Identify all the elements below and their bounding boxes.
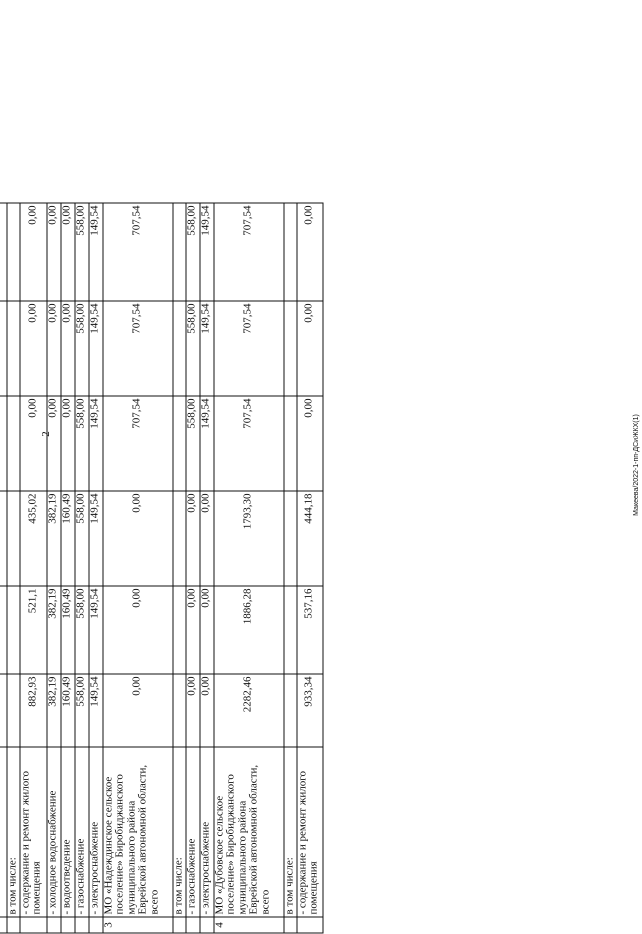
row-label: - холодное водоснабжение <box>47 747 61 917</box>
value-cell: 558,00 <box>75 674 89 747</box>
table-row <box>47 203 61 933</box>
table-row <box>20 203 47 933</box>
value-cell: 558,00 <box>75 396 89 491</box>
value-cell: 707,54 <box>103 396 173 491</box>
table-row <box>200 203 214 933</box>
table-row <box>61 203 75 933</box>
table-row <box>0 203 7 933</box>
value-cell: 707,54 <box>214 301 284 396</box>
value-cell: 444,18 <box>297 491 323 586</box>
value-cell: 707,54 <box>214 396 284 491</box>
value-cell: 707,54 <box>103 301 173 396</box>
row-label: - содержание и ремонт жилого помещения <box>20 747 47 917</box>
value-cell: 0,00 <box>61 396 75 491</box>
value-cell: 2282,46 <box>214 674 284 747</box>
value-cell: 0,00 <box>186 491 200 586</box>
value-cell: 0,00 <box>297 396 323 491</box>
row-index-cell <box>297 917 323 933</box>
value-cell <box>284 396 297 491</box>
row-index-cell <box>47 917 61 933</box>
value-cell: 149,54 <box>89 203 103 301</box>
table-row <box>75 203 89 933</box>
value-cell: 0,00 <box>200 674 214 747</box>
row-index-cell <box>200 917 214 933</box>
data-table <box>0 203 323 934</box>
row-label: МО «Дубовское сельское поселение» Биробиджанского муниципального района Еврейской автономной области, всего <box>214 747 284 917</box>
value-cell <box>0 491 7 586</box>
value-cell <box>173 491 186 586</box>
value-cell: 0,00 <box>61 203 75 301</box>
value-cell <box>284 301 297 396</box>
value-cell: 0,00 <box>200 491 214 586</box>
row-label: - газоснабжение <box>186 747 200 917</box>
value-cell: 160,49 <box>61 586 75 674</box>
table-row <box>186 203 200 933</box>
value-cell: 149,54 <box>200 203 214 301</box>
table-row <box>89 203 103 933</box>
value-cell: 435,02 <box>20 491 47 586</box>
row-label: - электроснабжение <box>89 747 103 917</box>
row-index-cell <box>0 917 7 933</box>
table-rotated-wrapper <box>0 204 320 934</box>
value-cell <box>173 301 186 396</box>
value-cell: 0,00 <box>103 674 173 747</box>
value-cell: 160,49 <box>61 491 75 586</box>
value-cell <box>0 674 7 747</box>
value-cell <box>0 396 7 491</box>
table-row <box>284 203 297 933</box>
value-cell: 0,00 <box>47 203 61 301</box>
value-cell: 0,00 <box>61 301 75 396</box>
value-cell: 149,54 <box>89 396 103 491</box>
row-index-cell <box>284 917 297 933</box>
row-label: - электроснабжение <box>200 747 214 917</box>
row-index-cell <box>89 917 103 933</box>
value-cell: 0,00 <box>200 586 214 674</box>
value-cell: 537,16 <box>297 586 323 674</box>
row-index-cell <box>61 917 75 933</box>
value-cell: 558,00 <box>186 203 200 301</box>
row-index-cell <box>75 917 89 933</box>
value-cell: 0,00 <box>20 396 47 491</box>
value-cell: 933,34 <box>297 674 323 747</box>
value-cell <box>173 203 186 301</box>
row-label: - содержание и ремонт жилого помещения <box>297 747 323 917</box>
value-cell <box>7 396 20 491</box>
row-label: в том числе: <box>173 747 186 917</box>
row-label: - водоотведение <box>61 747 75 917</box>
row-index-cell: 4 <box>214 917 284 933</box>
value-cell: 0,00 <box>47 396 61 491</box>
value-cell: 0,00 <box>103 586 173 674</box>
table-row <box>173 203 186 933</box>
value-cell: 0,00 <box>297 301 323 396</box>
value-cell: 149,54 <box>89 301 103 396</box>
value-cell: 707,54 <box>214 203 284 301</box>
value-cell <box>173 586 186 674</box>
value-cell: 382,19 <box>47 674 61 747</box>
document-code: Макеева/2022-1-пп-ДСиЖКХ(1) <box>633 414 640 516</box>
value-cell: 558,00 <box>75 491 89 586</box>
row-label: в том числе: <box>284 747 297 917</box>
value-cell: 707,54 <box>103 203 173 301</box>
value-cell: 0,00 <box>186 674 200 747</box>
value-cell <box>7 586 20 674</box>
value-cell: 149,54 <box>89 586 103 674</box>
row-index-cell: 3 <box>103 917 173 933</box>
value-cell: 160,49 <box>61 674 75 747</box>
value-cell <box>0 301 7 396</box>
value-cell: 0,00 <box>20 203 47 301</box>
value-cell <box>284 674 297 747</box>
value-cell: 382,19 <box>47 586 61 674</box>
value-cell: 558,00 <box>75 586 89 674</box>
value-cell: 558,00 <box>75 203 89 301</box>
value-cell: 149,54 <box>200 396 214 491</box>
value-cell: 0,00 <box>20 301 47 396</box>
table-row <box>7 203 20 933</box>
value-cell: 149,54 <box>200 301 214 396</box>
value-cell <box>7 203 20 301</box>
value-cell <box>7 301 20 396</box>
value-cell: 382,19 <box>47 491 61 586</box>
value-cell <box>0 203 7 301</box>
value-cell: 558,00 <box>75 301 89 396</box>
row-label: - газоснабжение <box>75 747 89 917</box>
row-index-cell <box>20 917 47 933</box>
page-number: 2 <box>40 431 52 437</box>
row-index-cell <box>7 917 20 933</box>
value-cell: 1793,30 <box>214 491 284 586</box>
value-cell <box>173 674 186 747</box>
row-index-cell <box>186 917 200 933</box>
value-cell: 149,54 <box>89 491 103 586</box>
value-cell <box>7 674 20 747</box>
table-row <box>297 203 323 933</box>
value-cell: 1886,28 <box>214 586 284 674</box>
value-cell: 558,00 <box>186 301 200 396</box>
value-cell: 558,00 <box>186 396 200 491</box>
row-index-cell <box>173 917 186 933</box>
value-cell: 0,00 <box>103 491 173 586</box>
value-cell: 0,00 <box>186 586 200 674</box>
value-cell <box>0 586 7 674</box>
table-row <box>103 203 173 933</box>
row-label: в том числе: <box>7 747 20 917</box>
value-cell: 0,00 <box>47 301 61 396</box>
value-cell: 149,54 <box>89 674 103 747</box>
value-cell <box>284 586 297 674</box>
value-cell: 521,1 <box>20 586 47 674</box>
value-cell <box>284 491 297 586</box>
table-row <box>214 203 284 933</box>
row-label: МО «Надеждинское сельское поселение» Биробиджанского муниципального района Еврейской автономной области, всего <box>103 747 173 917</box>
value-cell <box>284 203 297 301</box>
value-cell: 882,93 <box>20 674 47 747</box>
value-cell: 0,00 <box>297 203 323 301</box>
value-cell <box>7 491 20 586</box>
value-cell <box>173 396 186 491</box>
